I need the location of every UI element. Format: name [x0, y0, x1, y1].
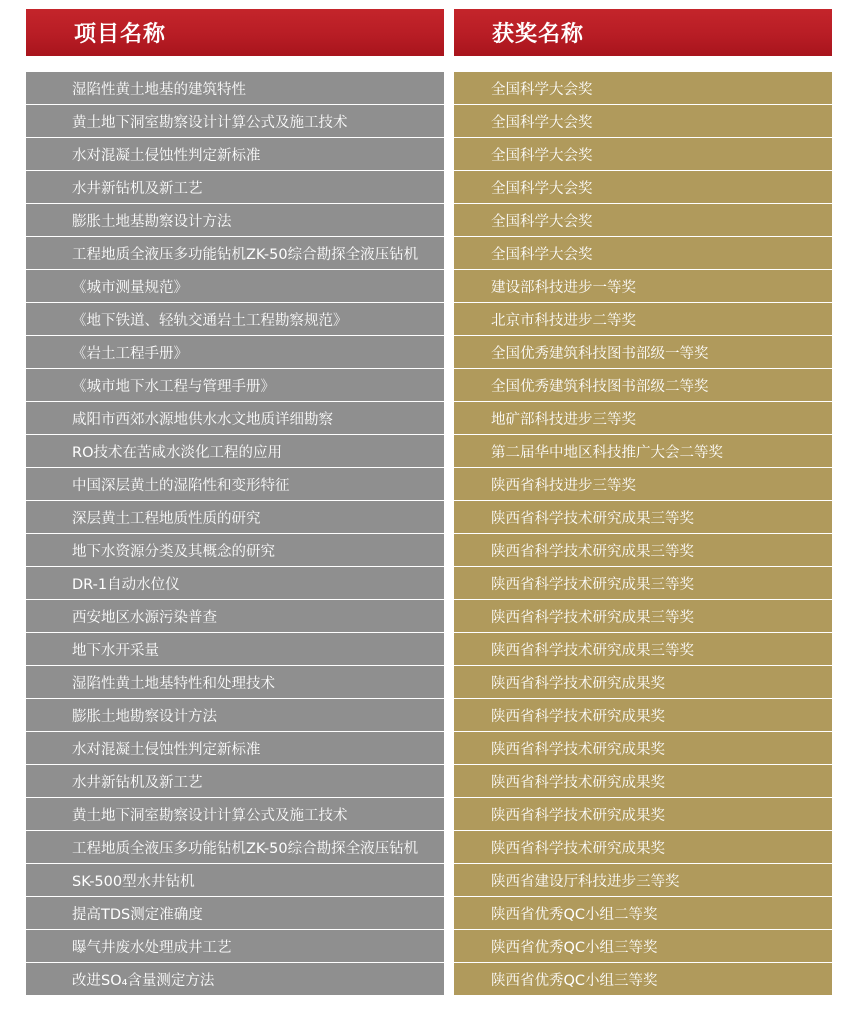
- award-cell: 陕西省科学技术研究成果三等奖: [454, 633, 832, 665]
- award-list: [454, 72, 832, 996]
- project-header: [26, 9, 444, 56]
- project-cell: 《城市测量规范》: [26, 270, 444, 302]
- project-cell: 膨胀土地基勘察设计方法: [26, 204, 444, 236]
- award-cell: 全国优秀建筑科技图书部级一等奖: [454, 336, 832, 368]
- project-cell: 膨胀土地勘察设计方法: [26, 699, 444, 731]
- award-cell: 地矿部科技进步三等奖: [454, 402, 832, 434]
- project-cell: DR-1自动水位仪: [26, 567, 444, 599]
- project-cell: 《地下铁道、轻轨交通岩土工程勘察规范》: [26, 303, 444, 335]
- award-cell: 陕西省科学技术研究成果奖: [454, 765, 832, 797]
- award-cell: 全国科学大会奖: [454, 204, 832, 236]
- award-cell: 陕西省科学技术研究成果奖: [454, 699, 832, 731]
- project-cell: SK-500型水井钻机: [26, 864, 444, 896]
- project-cell: 黄土地下洞室勘察设计计算公式及施工技术: [26, 798, 444, 830]
- award-cell: 陕西省优秀QC小组三等奖: [454, 963, 832, 995]
- project-cell: 改进SO₄含量测定方法: [26, 963, 444, 995]
- award-cell: 全国科学大会奖: [454, 171, 832, 203]
- project-cell: 水对混凝土侵蚀性判定新标准: [26, 732, 444, 764]
- project-cell: 深层黄土工程地质性质的研究: [26, 501, 444, 533]
- project-header-label: 项目名称: [74, 22, 167, 47]
- project-cell: 湿陷性黄土地基的建筑特性: [26, 72, 444, 104]
- project-cell: 咸阳市西郊水源地供水水文地质详细勘察: [26, 402, 444, 434]
- project-cell: 水井新钻机及新工艺: [26, 765, 444, 797]
- project-cell: 《城市地下水工程与管理手册》: [26, 369, 444, 401]
- award-cell: 全国科学大会奖: [454, 105, 832, 137]
- award-cell: 陕西省科学技术研究成果奖: [454, 798, 832, 830]
- project-cell: 水对混凝土侵蚀性判定新标准: [26, 138, 444, 170]
- award-cell: 陕西省科学技术研究成果三等奖: [454, 534, 832, 566]
- project-cell: 黄土地下洞室勘察设计计算公式及施工技术: [26, 105, 444, 137]
- award-cell: 陕西省科技进步三等奖: [454, 468, 832, 500]
- award-cell: 陕西省科学技术研究成果三等奖: [454, 501, 832, 533]
- project-list: [26, 72, 444, 996]
- award-header-label: 获奖名称: [492, 22, 585, 47]
- award-cell: 陕西省优秀QC小组二等奖: [454, 897, 832, 929]
- award-cell: 陕西省科学技术研究成果奖: [454, 732, 832, 764]
- award-cell: 北京市科技进步二等奖: [454, 303, 832, 335]
- award-cell: 陕西省优秀QC小组三等奖: [454, 930, 832, 962]
- project-cell: 地下水开采量: [26, 633, 444, 665]
- project-cell: 湿陷性黄土地基特性和处理技术: [26, 666, 444, 698]
- award-cell: 陕西省科学技术研究成果奖: [454, 666, 832, 698]
- award-cell: 陕西省科学技术研究成果三等奖: [454, 600, 832, 632]
- project-cell: RO技术在苦咸水淡化工程的应用: [26, 435, 444, 467]
- project-cell: 西安地区水源污染普查: [26, 600, 444, 632]
- project-cell: 中国深层黄土的湿陷性和变形特征: [26, 468, 444, 500]
- award-cell: 全国科学大会奖: [454, 72, 832, 104]
- project-cell: 水井新钻机及新工艺: [26, 171, 444, 203]
- project-cell: 曝气井废水处理成井工艺: [26, 930, 444, 962]
- award-header: [454, 9, 832, 56]
- award-cell: 陕西省科学技术研究成果奖: [454, 831, 832, 863]
- project-cell: 提高TDS测定准确度: [26, 897, 444, 929]
- project-cell: 《岩土工程手册》: [26, 336, 444, 368]
- award-cell: 陕西省建设厅科技进步三等奖: [454, 864, 832, 896]
- award-cell: 第二届华中地区科技推广大会二等奖: [454, 435, 832, 467]
- project-cell: 地下水资源分类及其概念的研究: [26, 534, 444, 566]
- award-cell: 建设部科技进步一等奖: [454, 270, 832, 302]
- award-cell: 全国科学大会奖: [454, 237, 832, 269]
- award-cell: 全国优秀建筑科技图书部级二等奖: [454, 369, 832, 401]
- project-cell: 工程地质全液压多功能钻机ZK-50综合勘探全液压钻机: [26, 237, 444, 269]
- award-cell: 全国科学大会奖: [454, 138, 832, 170]
- project-cell: 工程地质全液压多功能钻机ZK-50综合勘探全液压钻机: [26, 831, 444, 863]
- award-cell: 陕西省科学技术研究成果三等奖: [454, 567, 832, 599]
